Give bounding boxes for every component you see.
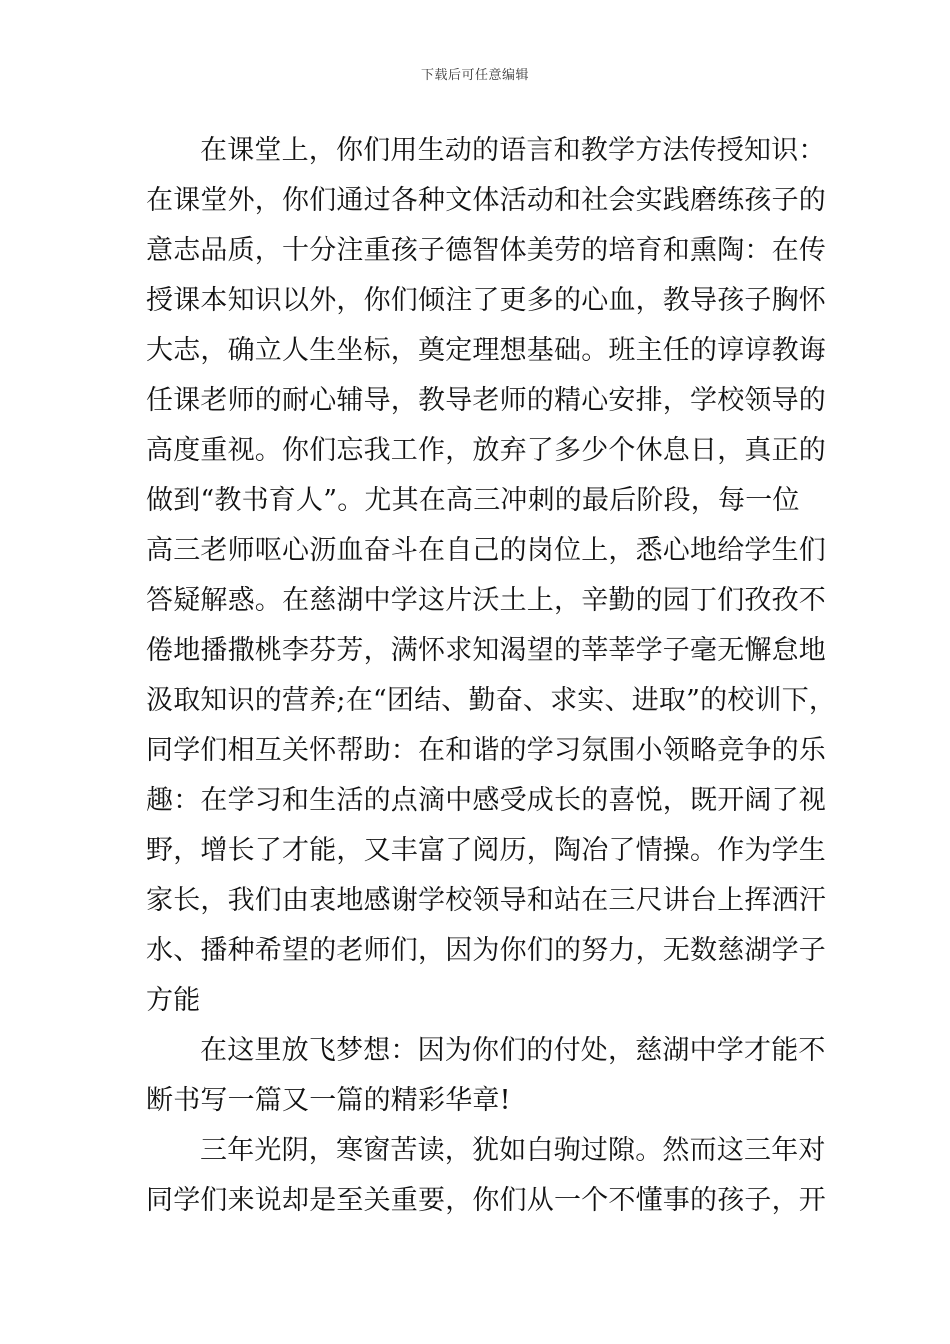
text-line: 野，增长了才能，又丰富了阅历，陶冶了情操。作为学生	[146, 835, 826, 866]
text-line: 在课堂外，你们通过各种文体活动和社会实践磨练孩子的	[146, 185, 826, 216]
paragraph-1	[146, 126, 837, 1026]
text-line: 做到“教书育人”。尤其在高三冲刺的最后阶段，每一位	[146, 485, 800, 516]
text-line: 方能	[146, 985, 201, 1016]
text-line: 家长，我们由衷地感谢学校领导和站在三尺讲台上挥洒汗	[146, 885, 826, 916]
paragraph-2	[146, 1026, 826, 1126]
text-line: 倦地播撒桃李芬芳，满怀求知渴望的莘莘学子毫无懈怠地	[146, 635, 826, 666]
text-line: 同学们来说却是至关重要，你们从一个不懂事的孩子，开	[146, 1185, 826, 1216]
text-line: 水、播种希望的老师们，因为你们的努力，无数慈湖学子	[146, 935, 826, 966]
text-line: 趣：在学习和生活的点滴中感受成长的喜悦，既开阔了视	[146, 785, 826, 816]
text-line: 高度重视。你们忘我工作，放弃了多少个休息日，真正的	[146, 435, 826, 466]
text-line: 在这里放飞梦想：因为你们的付处，慈湖中学才能不	[200, 1035, 826, 1066]
text-line: 答疑解惑。在慈湖中学这片沃土上，辛勤的园丁们孜孜不	[146, 585, 826, 616]
paragraph-3	[146, 1126, 826, 1226]
text-line: 在课堂上，你们用生动的语言和教学方法传授知识：	[200, 135, 826, 166]
text-line: 断书写一篇又一篇的精彩华章!	[146, 1085, 511, 1116]
text-line: 高三老师呕心沥血奋斗在自己的岗位上，悉心地给学生们	[146, 535, 826, 566]
page-header: 下载后可任意编辑	[420, 68, 529, 83]
document-body	[146, 126, 837, 1226]
text-line: 三年光阴，寒窗苦读，犹如白驹过隙。然而这三年对	[200, 1135, 826, 1166]
text-line: 大志，确立人生坐标，奠定理想基础。班主任的谆谆教诲	[146, 335, 826, 366]
text-line: 汲取知识的营养;在“团结、勤奋、求实、进取”的校训下，	[146, 685, 837, 716]
text-line: 同学们相互关怀帮助：在和谐的学习氛围小领略竞争的乐	[146, 735, 826, 766]
text-line: 授课本知识以外，你们倾注了更多的心血，教导孩子胸怀	[146, 285, 826, 316]
text-line: 意志品质，十分注重孩子德智体美劳的培育和熏陶：在传	[146, 235, 826, 266]
text-line: 任课老师的耐心辅导，教导老师的精心安排，学校领导的	[146, 385, 826, 416]
